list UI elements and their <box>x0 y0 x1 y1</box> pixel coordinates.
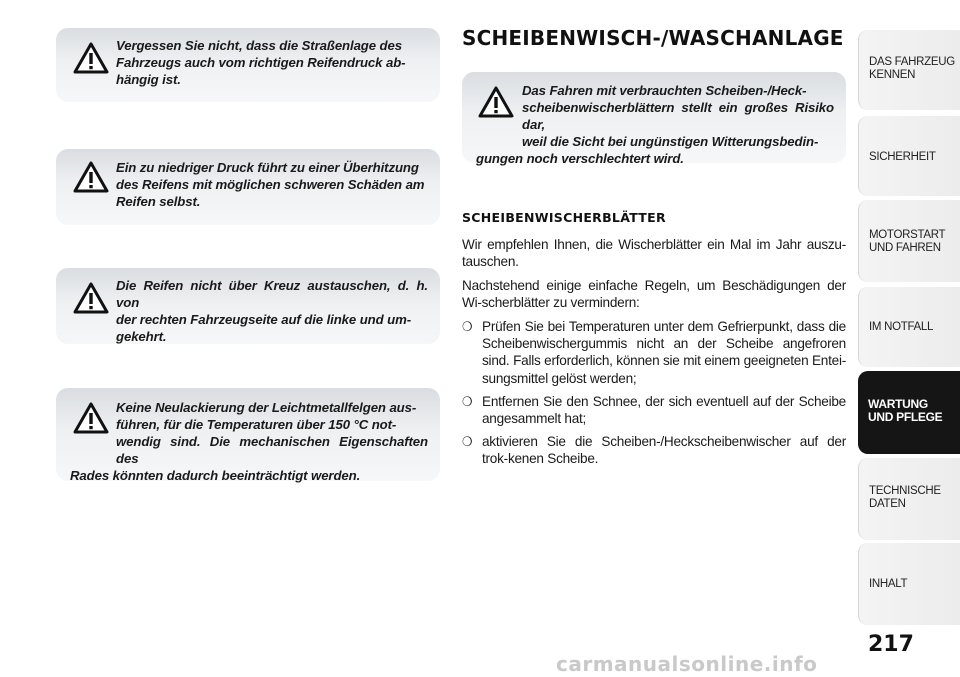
subsection-title: SCHEIBENWISCHERBLÄTTER <box>462 210 666 225</box>
tab-inhalt[interactable]: INHALT <box>858 543 960 625</box>
page-number: 217 <box>868 632 914 657</box>
list-item <box>462 433 846 467</box>
tab-im-notfall[interactable]: IM NOTFALL <box>858 287 960 367</box>
warning-text: Ein zu niedriger Druck führt zu einer Überhitzung des Reifens mit möglichen schweren Schäden am Reifen selbst. <box>116 160 425 209</box>
warning-triangle-icon <box>73 161 109 193</box>
warning-box-tire-rotation <box>56 268 440 344</box>
paragraph-rules-intro: Nachstehend einige einfache Regeln, um Beschädigungen der Wi-scherblätter zu vermindern: <box>462 278 846 311</box>
paragraph-replace-interval: Wir empfehlen Ihnen, die Wischerblätter ein Mal im Jahr auszu-tauschen. <box>462 237 846 270</box>
warning-triangle-icon <box>73 282 109 314</box>
tab-motorstart-und-fahren[interactable]: MOTORSTART UND FAHREN <box>858 200 960 282</box>
list-item <box>462 393 846 427</box>
warning-text: Das Fahren mit verbrauchten Scheiben-/Heck- scheibenwischerblättern stellt ein großes Risiko dar, weil die Sicht bei ungünstigen Witterungsbedin- gungen noch verschlechtert wird. <box>476 83 834 166</box>
warning-text: Keine Neulackierung der Leichtmetallfelgen aus- führen, für die Temperaturen über 150 °C not- wendig sind. Die mechanischen Eigenschaften des Rades könnten dadurch beeinträchtigt werden. <box>70 400 428 483</box>
tab-das-fahrzeug-kennen[interactable]: DAS FAHRZEUG KENNEN <box>858 30 960 110</box>
warning-triangle-icon <box>73 42 109 74</box>
tab-wartung-und-pflege[interactable]: WARTUNG UND PFLEGE <box>858 371 960 454</box>
warning-box-wiper-blades <box>462 72 846 166</box>
list-item-text: aktivieren Sie die Scheiben-/Heckscheibenwischer auf der trok-kenen Scheibe. <box>482 434 846 467</box>
warning-box-road-holding <box>56 28 440 102</box>
warning-box-rim-painting <box>56 388 440 481</box>
bullet-marker: ❍ <box>462 319 473 334</box>
list-item-text: Prüfen Sie bei Temperaturen unter dem Gefrierpunkt, dass die Scheibenwischergummis nicht an der Scheibe angefroren sind. Falls erforderlich, können sie mit einem geeigneten Entei-sungsmittel gelöst werden; <box>482 319 846 386</box>
tab-technische-daten[interactable]: TECHNISCHE DATEN <box>858 458 960 540</box>
bullet-marker: ❍ <box>462 394 473 409</box>
list-item-text: Entfernen Sie den Schnee, der sich eventuell auf der Scheibe angesammelt hat; <box>482 394 846 427</box>
watermark: carmanualsonline.info <box>556 652 818 676</box>
section-title: SCHEIBENWISCH-/WASCHANLAGE <box>462 26 844 50</box>
tab-sicherheit[interactable]: SICHERHEIT <box>858 116 960 196</box>
list-item <box>462 318 846 387</box>
warning-box-low-pressure <box>56 149 440 225</box>
bullet-marker: ❍ <box>462 434 473 449</box>
warning-text: Vergessen Sie nicht, dass die Straßenlage des Fahrzeugs auch vom richtigen Reifendruck ab- hängig ist. <box>116 38 406 87</box>
warning-text: Die Reifen nicht über Kreuz austauschen, d. h. von der rechten Fahrzeugseite auf die linke und um- gekehrt. <box>116 278 428 344</box>
